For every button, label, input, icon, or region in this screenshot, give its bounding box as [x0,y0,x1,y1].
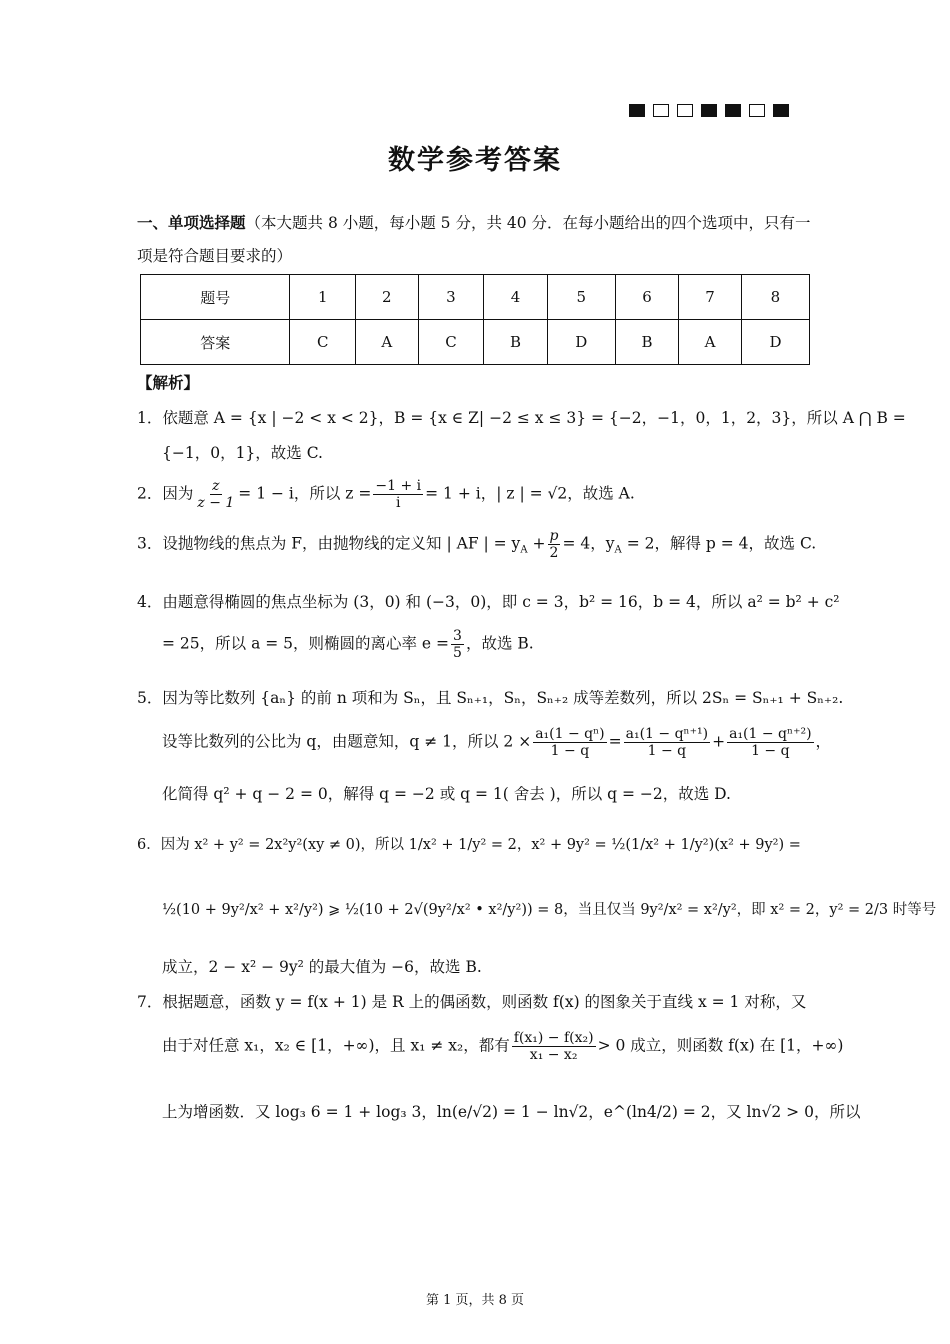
solution-6-line-a: 6．因为 x² + y² = 2x²y²(xy ≠ 0)，所以 1/x² + 1/y² = 2，x² + 9y² = ½(1/x² + 1/y²)(x² + 9y²) = [137,837,801,853]
table-cell: D [547,320,615,365]
text-span: + [532,534,546,553]
text-span: ，故选 B. [465,634,534,653]
table-cell: B [615,320,679,365]
table-cell: 1 [290,275,356,320]
subscript: A [614,544,622,556]
solution-4-line-a: 4．由题意得椭圆的焦点坐标为 (3，0) 和 (−3，0)，即 c = 3，b² = 16，b = 4，所以 a² = b² + c² [137,593,840,611]
fraction-denominator: 1 − q [550,743,590,759]
solution-7-line-c: 上为增函数．又 log₃ 6 = 1 + log₃ 3，ln(e/√2) = 1 − ln√2，e^(ln4/2) = 2，又 ln√2 > 0，所以 [162,1103,861,1121]
solution-5-line-a: 5．因为等比数列 {aₙ} 的前 n 项和为 Sₙ，且 Sₙ₊₁，Sₙ，Sₙ₊₂ 成等差数列，所以 2Sₙ = Sₙ₊₁ + Sₙ₊₂. [137,689,844,707]
table-header-cell: 答案 [141,320,290,365]
fraction [548,528,561,561]
answer-table [140,274,810,365]
text-span: 由于对任意 x₁，x₂ ∈ [1，+∞)，且 x₁ ≠ x₂，都有 [162,1036,510,1055]
page-title: 数学参考答案 [388,145,562,176]
table-cell: B [484,320,548,365]
fraction-denominator: i [396,495,401,511]
fraction-denominator: 2 [549,545,559,561]
filled-square-icon [701,104,717,117]
text-span: + [712,732,726,751]
solution-7-line-a: 7．根据题意，函数 y = f(x + 1) 是 R 上的偶函数，则函数 f(x) 的图象关于直线 x = 1 对称，又 [137,993,807,1011]
fraction-numerator: z [212,478,220,494]
solution-1-line-a: 1．依题意 A = {x | −2 < x < 2}，B = {x ∈ Z| −2 ≤ x ≤ 3} = {−2，−1，0，1，2，3}，所以 A ⋂ B = [137,409,906,427]
table-row-numbers [141,275,810,320]
fraction [451,628,464,661]
empty-square-icon [653,104,669,117]
text-span: ， [815,732,832,751]
table-cell: A [679,320,742,365]
header-marks [629,104,789,117]
table-cell: 4 [484,275,548,320]
table-cell: 5 [547,275,615,320]
table-header-cell: 题号 [141,275,290,320]
table-cell: 6 [615,275,679,320]
solution-5-line-c: 化简得 q² + q − 2 = 0，解得 q = −2 或 q = 1( 舍去 )，所以 q = −2，故选 D. [162,785,731,803]
table-cell: C [418,320,484,365]
text-span: = 1 − i，所以 z = [238,484,372,503]
fraction-numerator: a₁(1 − qⁿ⁺¹) [625,726,709,742]
table-row-answers [141,320,810,365]
empty-square-icon [749,104,765,117]
fraction [727,726,813,759]
table-cell: 8 [741,275,809,320]
solution-7-line-b [162,1030,843,1063]
solution-6-line-b: ½(10 + 9y²/x² + x²/y²) ⩾ ½(10 + 2√(9y²/x² • x²/y²)) = 8，当且仅当 9y²/x² = x²/y²，即 x² = 2，y² = 2/3 时等号 [162,902,937,918]
table-cell: 7 [679,275,742,320]
fraction-denominator: 1 − q [647,743,687,759]
fraction [373,478,423,511]
fraction-numerator: 3 [453,628,462,644]
table-cell: D [741,320,809,365]
section-label: 一、单项选择题 [137,214,246,232]
text-span: = 25，所以 a = 5，则椭圆的离心率 e = [162,634,450,653]
solution-6-line-c: 成立，2 − x² − 9y² 的最大值为 −6，故选 B. [162,958,482,976]
fraction-numerator: f(x₁) − f(x₂) [513,1030,594,1046]
fraction-denominator: 5 [453,645,462,661]
fraction [512,1030,596,1063]
text-span: > 0 成立，则函数 f(x) 在 [1，+∞) [597,1036,844,1055]
solution-4-line-b [162,628,534,661]
analysis-heading: 【解析】 [137,374,200,392]
text-span: 2．因为 [137,484,194,503]
fraction [624,726,710,759]
fraction-numerator: a₁(1 − qⁿ) [535,726,605,742]
subscript: A [520,544,528,556]
fraction-denominator: 1 − q [751,743,790,759]
text-span: = [608,732,622,751]
table-cell: A [356,320,419,365]
solution-5-line-b [162,726,831,759]
solution-3-line [137,528,816,561]
fraction [533,726,606,759]
table-cell: C [290,320,356,365]
filled-square-icon [773,104,789,117]
filled-square-icon [629,104,645,117]
section-description: （本大题共 8 小题，每小题 5 分，共 40 分．在每小题给出的四个选项中，只有一项是符合题目要求的） [137,214,811,265]
fraction [195,478,236,511]
text-span: = 2，解得 p = 4，故选 C. [626,534,817,553]
page-footer: 第 1 页，共 8 页 [425,1293,525,1308]
text-span: = 4，y [562,534,615,553]
fraction-denominator: x₁ − x₂ [529,1047,578,1063]
fraction-numerator: −1 + i [375,478,422,494]
text-span: 设等比数列的公比为 q，由题意知，q ≠ 1，所以 2 × [162,732,532,751]
table-cell: 2 [356,275,419,320]
fraction-numerator: p [549,528,559,544]
solution-2-line [137,478,635,511]
filled-square-icon [725,104,741,117]
empty-square-icon [677,104,693,117]
fraction-numerator: a₁(1 − qⁿ⁺²) [729,726,812,742]
section-heading [137,207,817,273]
table-cell: 3 [418,275,484,320]
solution-1-line-b: {−1，0，1}，故选 C. [162,444,323,462]
fraction-denominator: z − 1 [197,495,235,511]
text-span: 3．设抛物线的焦点为 F，由抛物线的定义知 | AF | = y [137,534,521,553]
text-span: = 1 + i，| z | = √2，故选 A. [425,484,635,503]
